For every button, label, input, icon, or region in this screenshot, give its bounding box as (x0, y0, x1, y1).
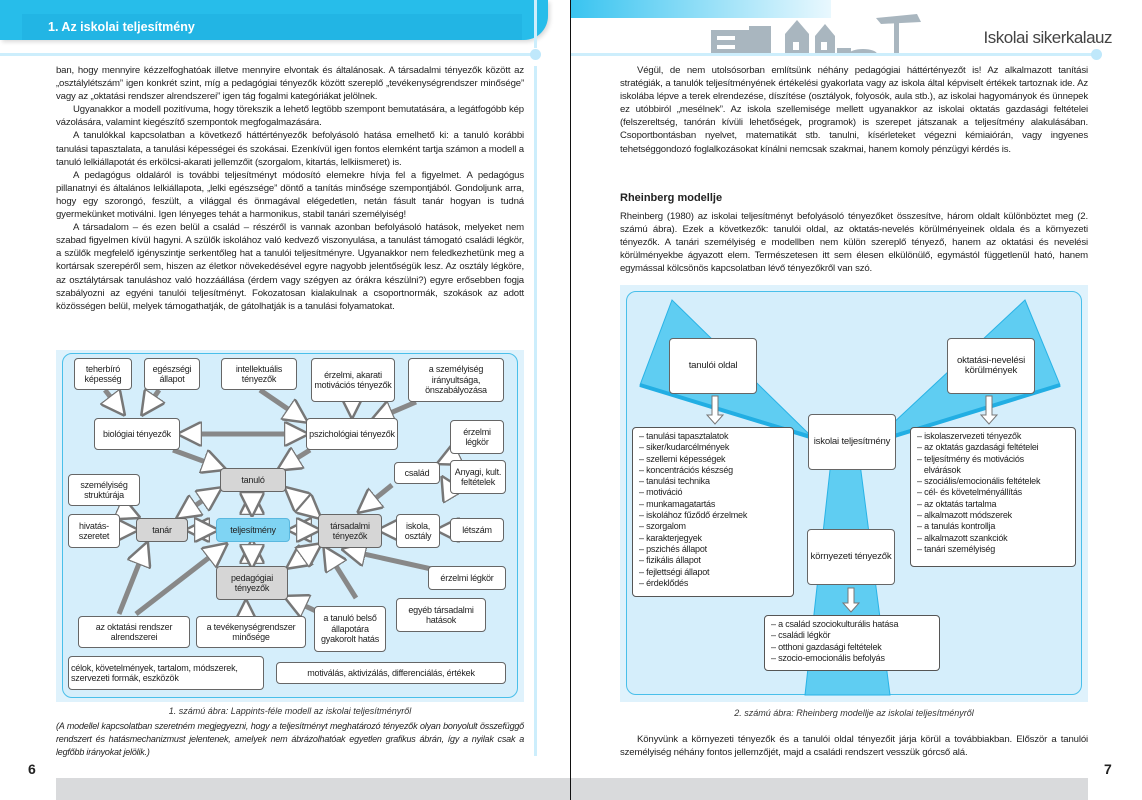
arrow (105, 390, 122, 412)
page-number-left: 6 (28, 761, 36, 777)
node-anyagi: Anyagi, kult. feltételek (450, 460, 506, 494)
node-tanar: tanár (136, 518, 188, 542)
arrow (260, 390, 304, 420)
arrow (119, 546, 146, 614)
list-item: – teljesítmény és motivációs (917, 453, 1024, 464)
list-item: – a tanulás kontrollja (917, 521, 996, 532)
list-oktatasi (910, 427, 1076, 567)
node-belso-allapot: a tanuló belső állapotára gyakorolt hatás (314, 606, 386, 652)
node-tevekenyseg: a tevékenységrendszer minősége (196, 616, 306, 648)
list-item: – pszichés állapot (639, 543, 707, 554)
list-item: – munkamagatartás (639, 498, 716, 509)
list-item: – fejlettségi állapot (639, 566, 710, 577)
arrow (346, 550, 436, 570)
paragraph: Ugyanakkor a modell pozitívuma, hogy törekszik a lehető legtöbb szempont bemutatására, a legátfogóbb kép vázolására, valamint kiegészítő szempontok megfogalmazására. (56, 104, 524, 129)
arrow (173, 450, 222, 468)
paragraph: ban, hogy mennyire kézzelfoghatóak illetve mennyire elvontak és általánosak. A társadalmi tényezők között az „osztálylétszám” igen konkrét szint, míg a pedagógiai tényezők között szereplő „tevékenységrendszer minősége” vagy az „oktatási rendszer alrendszerei” igen tág fogalmi kategóriákat jelölnek. (56, 65, 524, 103)
arrow (136, 546, 224, 614)
footer-bar-left (56, 778, 570, 800)
node-tanulo: tanuló (220, 468, 286, 492)
rule-dot (1091, 49, 1102, 60)
paragraph: A tanulókkal kapcsolatban a következő háttértényezők befolyásoló hatása emelhető ki: a tanuló korábbi tanulási tapasztalata, a tanulási képességei és szokásai. Ezenkívül igen fontos elemként tartja számon a modell a tanuló lelkiállapotát és erkölcsi-akarati jellemzőit (szorgalom, kitartás, lelkiismeret) is. (56, 130, 524, 168)
list-item: – szociális/emocionális feltételek (917, 476, 1041, 487)
list-item: – iskolaszervezeti tényezők (917, 431, 1022, 441)
list-item: – karakterjegyek (639, 532, 702, 543)
node-intellektualis: intellektuális tényezők (221, 358, 297, 390)
section-heading: Rheinberg modellje (620, 192, 723, 204)
node-csalad: család (394, 462, 440, 484)
list-item: – családi légkör (771, 630, 831, 641)
node-tanuloi-oldal: tanulói oldal (669, 338, 757, 394)
double-arrow (290, 546, 318, 566)
house-icon (815, 24, 835, 56)
body-text (620, 733, 1088, 759)
body-text (56, 64, 524, 313)
list-item: – tanári személyiség (917, 543, 996, 554)
node-hivatas: hivatás-szeretet (68, 514, 120, 548)
rule-dot (530, 49, 541, 60)
arrow (118, 508, 136, 516)
paragraph: A pedagógus oldaláról is további teljesítményt módosító elemekre hívja fel a figyelmet. A pedagógus pillanatnyi és általános lelkiállapota, „lelki egészsége” döntő a tanítás minősége szempontjából. Gondoljunk arra, hogy egy szorongó, feszült, a világgal és önmagával elégedetlen, netán fásult tanár hogyan is tudná gyermekünket motiválni. Igen lényeges tehát a harmonikus, stabil tanári személyiség! (56, 169, 524, 221)
figure-1-note: (A modellel kapcsolatban szeretném megjegyezni, hogy a teljesítményt meghatározó tényezők olyan bonyolult összefüggő rendszert és hatásmechanizmust jelentenek, amelyek nem ábrázolhatóak egyetlen grafikus ábrán, így a nyilak csak a legfőbb irányokat jelölik.) (56, 721, 524, 757)
node-teherbiro: teherbíró képesség (74, 358, 132, 390)
header-rule (571, 53, 1096, 56)
list-item: – cél- és követelményállítás (917, 487, 1022, 498)
arrow (361, 485, 392, 510)
list-kornyezeti (764, 615, 940, 671)
figure-1 (56, 350, 524, 702)
list-item: – az oktatás tartalma (917, 498, 997, 509)
body-text (620, 210, 1088, 275)
node-oktatasi-nevelesi: oktatási-nevelési körülmények (947, 338, 1035, 394)
list-item: – az oktatás gazdasági feltételei (917, 442, 1039, 453)
node-tarsadalmi: társadalmi tényezők (318, 514, 382, 548)
body-text (620, 64, 1088, 156)
list-item: – tanulási tapasztalatok (639, 431, 729, 441)
list-item: – alkalmazott szankciók (917, 532, 1008, 543)
node-egeszsegi: egészségi állapot (144, 358, 200, 390)
list-item: – motiváció (639, 487, 683, 498)
double-arrow (288, 490, 318, 516)
chapter-title: 1. Az iskolai teljesítmény (48, 20, 195, 34)
figure-1-caption: 1. számú ábra: Lappints-féle modell az iskolai teljesítményről (168, 706, 412, 716)
node-motivalas: motiválás, aktivizálás, differenciálás, értékek (276, 662, 506, 684)
node-pszichologiai: pszichológiai tényezők (306, 418, 398, 450)
list-item: – alkalmazott módszerek (917, 510, 1012, 521)
node-iskola: iskola, osztály (396, 514, 440, 548)
header-vertical-rule (534, 0, 537, 48)
list-item: – koncentrációs készség (639, 464, 733, 475)
node-kornyezeti: környezeti tényezők (807, 529, 895, 585)
node-erzelmi-legkor-top: érzelmi légkör (450, 420, 504, 454)
figure-2-caption: 2. számú ábra: Rheinberg modellje az iskolai teljesítményről (734, 708, 974, 718)
arrow (144, 390, 159, 412)
node-biologiai: biológiai tényezők (94, 418, 180, 450)
footer-bar-right (571, 778, 1088, 800)
signpost-icon (894, 20, 899, 56)
list-item: – érdeklődés (639, 577, 689, 588)
node-oktatasi-alrendszer: az oktatási rendszer alrendszerei (78, 616, 190, 648)
node-szemelyiseg-struktura: személyiség struktúrája (68, 474, 140, 506)
node-egyeb: egyéb társadalmi hatások (396, 598, 486, 632)
node-teljesitmeny: teljesítmény (216, 518, 290, 542)
list-item: – iskolához fűződő érzelmek (639, 510, 748, 521)
house-icon (785, 20, 809, 56)
school-wing-icon (749, 26, 771, 56)
list-item: – fizikális állapot (639, 555, 701, 566)
list-item: – szorgalom (639, 521, 686, 532)
paragraph: Végül, de nem utolsósorban említsünk néhány pedagógiai háttértényezőt is! Az alkalmazott tanítási stratégiák, a tanulók teljesítményének értékelési gyakorlata vagy az iskola által képviselt értékek tartoznak ide. Az iskolába lépve a terek elrendezése, díszítése (osztályok, folyosók, aula stb.), az iskolai hagyományok és ünnepek ez utóbbiról „mesélnek”. Az iskola szellemisége mellett ugyanakkor az iskolai oktatás gazdasági feltételei (felszereltség, tanórán kívüli lehetőségek, programok) is szerepet játszanak a teljesítmény alakulásában. Csoportbontásban nyelvet, matematikát stb. tanulni, kísérleteket végezni kémiaiórán, vagy ingyenes tehetséggondozó foglalkozásokat kínálni nemcsak szakmai, hanem komoly pénzügyi kérdés is. (620, 65, 1088, 155)
right-page (571, 0, 1142, 800)
arrow (281, 450, 310, 468)
node-pedagogiai: pedagógiai tényezők (216, 566, 288, 600)
list-item: – a család szociokulturális hatása (771, 619, 899, 629)
village-illustration (711, 12, 941, 56)
node-erzelmi-legkor-bottom: érzelmi légkör (428, 566, 506, 590)
page-number-right: 7 (1104, 761, 1112, 777)
list-tanuloi (632, 427, 794, 597)
list-item: – siker/kudarcélmények (639, 442, 730, 453)
running-title: Iskolai sikerkalauz (983, 28, 1112, 47)
margin-vertical-rule (534, 66, 537, 756)
arrow (326, 550, 356, 598)
left-page (0, 0, 570, 800)
list-item: – otthoni gazdasági feltételek (771, 641, 882, 652)
node-erzelmi-akarati: érzelmi, akarati motivációs tényezők (311, 358, 395, 402)
double-arrow-group (180, 434, 318, 566)
node-szemelyiseg-iranyultsag: a személyiség irányultsága, önszabályozása (408, 358, 504, 402)
double-arrow (180, 490, 218, 516)
header-rule (0, 53, 535, 56)
figure-2 (620, 285, 1088, 702)
chapter-header (0, 0, 548, 40)
list-item: – tanulási technika (639, 476, 710, 487)
list-item: elvárások (917, 464, 961, 475)
list-item: – szocio-emocionális befolyás (771, 652, 885, 663)
list-item: – szellemi képességek (639, 453, 726, 464)
paragraph: Könyvünk a környezeti tényezők és a tanulói oldal tényezőit járja körül a továbbiakban. Először a tanulói személyiség néhány fontos jellemzőjét, majd a családi rendszert vesszük górcső alá. (620, 734, 1088, 759)
node-letszam: létszám (450, 518, 504, 542)
node-celok: célok, követelmények, tartalom, módszerek, szervezeti formák, eszközök (68, 656, 264, 690)
paragraph: Rheinberg (1980) az iskolai teljesítményt befolyásoló tényezőket összesítve, három oldalt különböztet meg (2. számú ábra). Ezek a következők: tanulói oldal, az oktatás-nevelés körülményeinek oldala és a környezeti tényezők. A tanári személyiség e modellben nem külön szereplő tényező, hanem az oktatási és nevelési körülményekbe ágyazott elem. Természetesen itt sem élesen elkülönülő, egymástól függetlenül ható, hanem egymással kölcsönös kapcsolatban lévő tényezőkről van szó. (620, 211, 1088, 275)
sign-board-icon (876, 14, 921, 24)
paragraph: A társadalom – és ezen belül a család – részéről is vannak azonban befolyásoló hatások, melyeket nem szabad figyelmen kívül hagyni. A szülők iskolához való kedvező viszonyulása, a tanulást támogató családi légkör, a szülők megfelelő igényszintje serkentőleg hat a tanulói teljesítményre. Ugyanakkor nem feledkezhetünk meg a kortársak szerepéről sem, hiszen az életkor növekedésével egyre nagyobb jelentőségük lesz. Az osztály légköre, az osztálytársak tanuláshoz való hozzáállása (érdem vagy szégyen az órákra készülni?) egyre erősebben fogja szabályozni az egyéni tanulói teljesítményt. Fokozatosan kialakulnak a csoportnormák, szokások az adott közösségen belül, melyek támogathatják, de gátolhatják is a tanulási folyamatokat. (56, 222, 524, 312)
node-iskolai-teljesitmeny: iskolai teljesítmény (808, 414, 896, 470)
